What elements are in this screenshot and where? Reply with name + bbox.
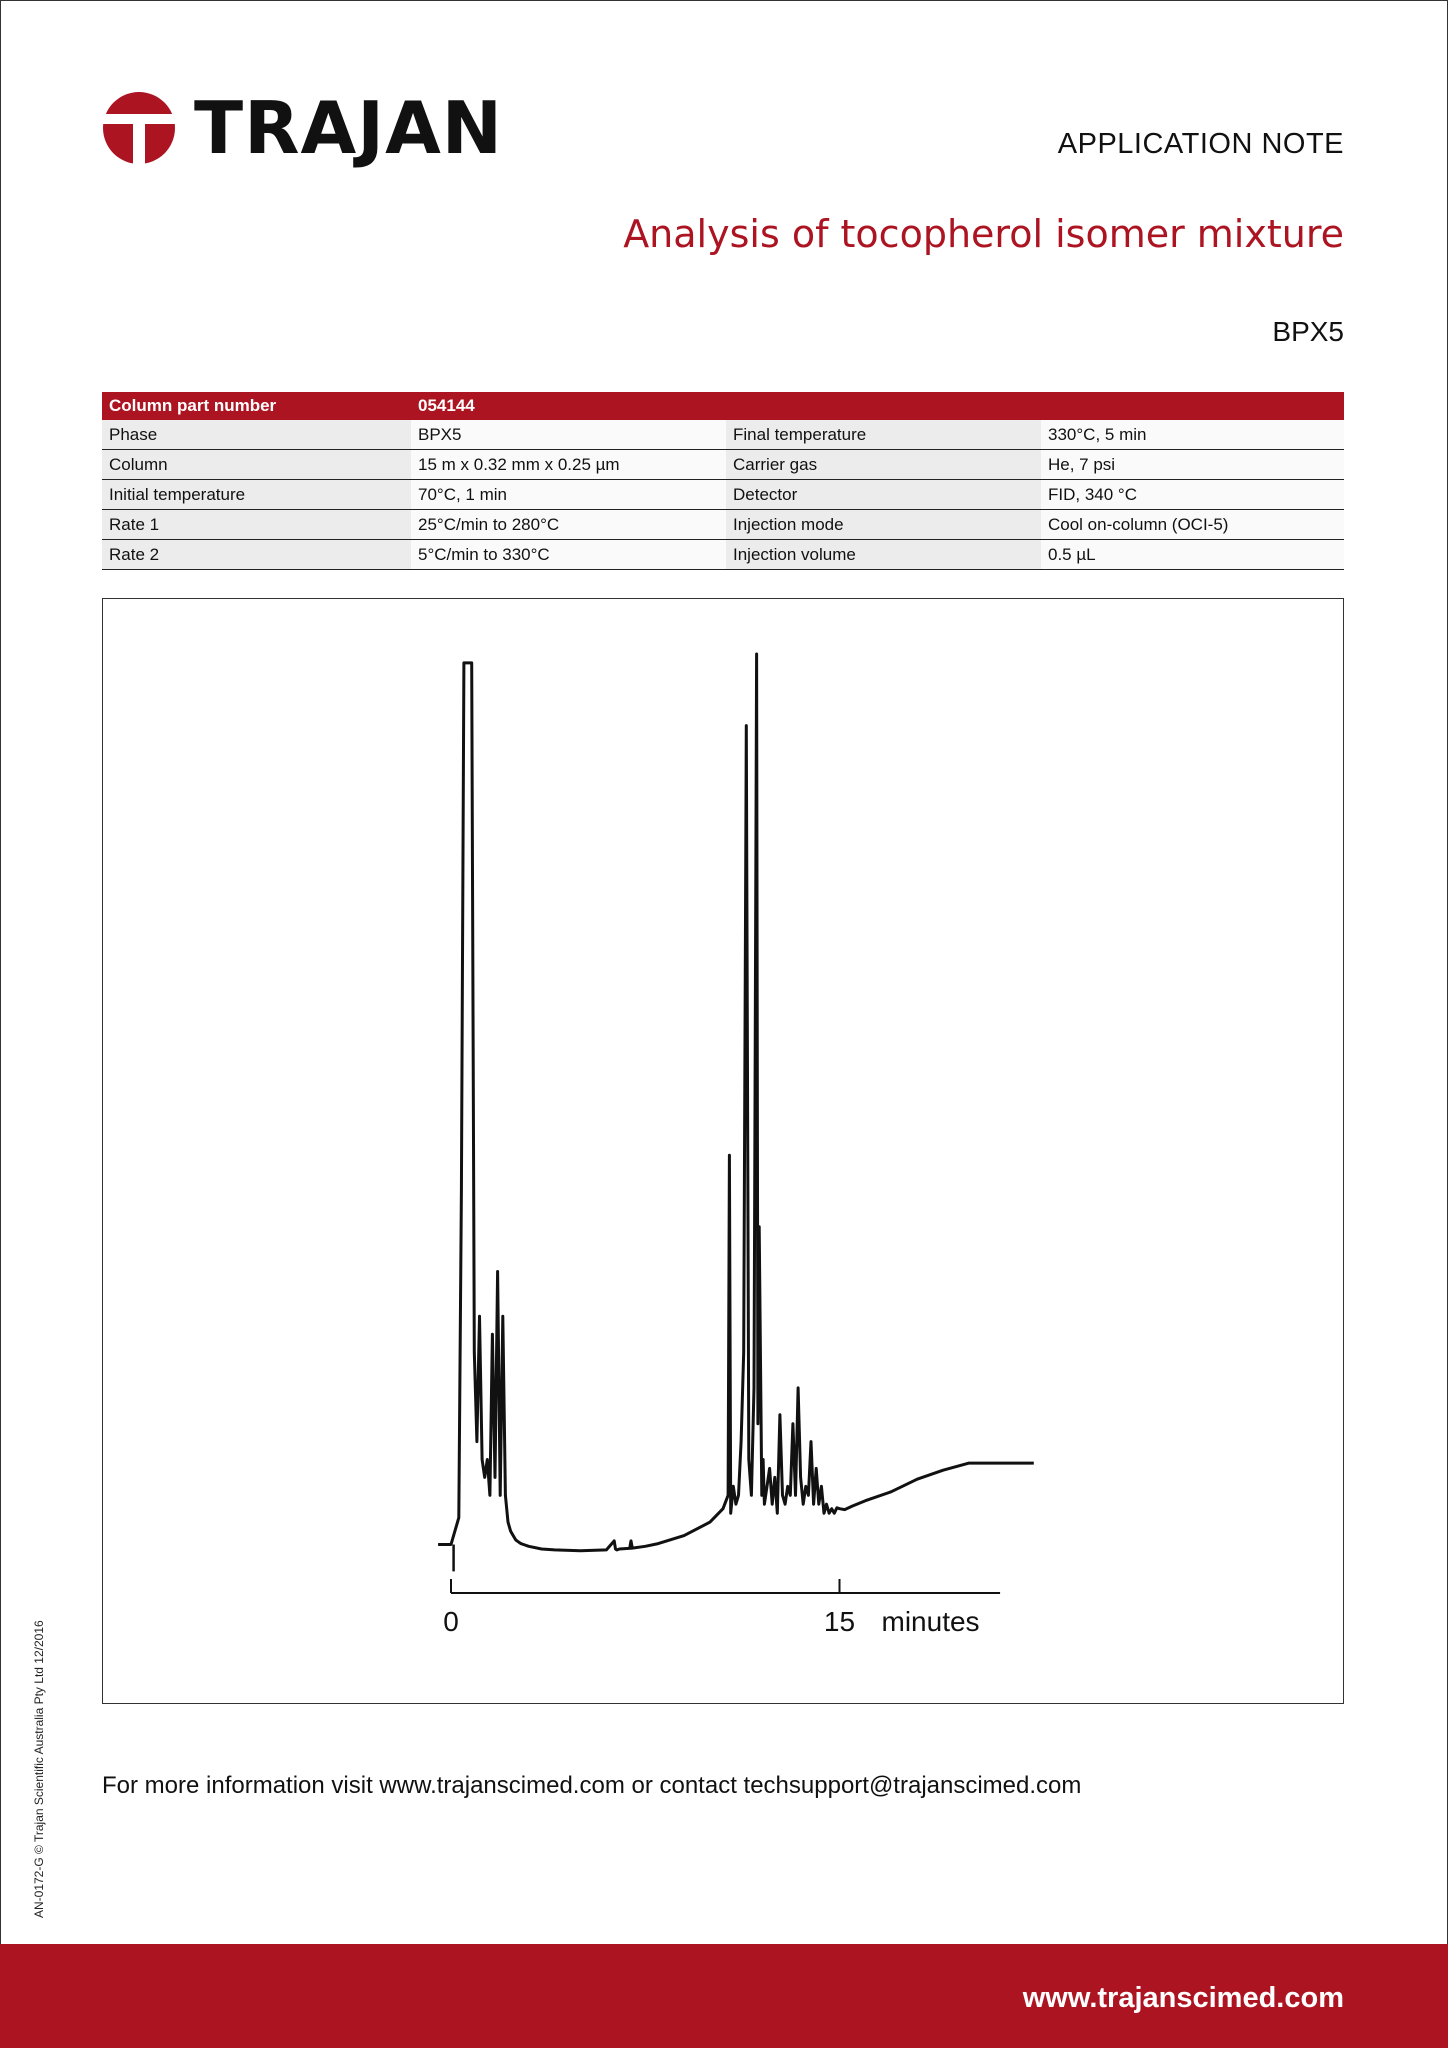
footer-bar [0,1944,1448,2048]
chromatogram-chart [103,599,1343,1703]
param-label: Initial temperature [102,480,411,510]
param-value: Cool on-column (OCI-5) [1041,510,1344,540]
table-row [102,540,1344,570]
table-header-row [102,392,1344,420]
param-label: Carrier gas [726,450,1041,480]
page-subtitle: BPX5 [1272,316,1344,347]
chromatogram-trace [438,654,1034,1551]
param-value: 5°C/min to 330°C [411,540,726,570]
parameters-table [102,392,1344,570]
table-row [102,450,1344,480]
param-label: Phase [102,420,411,450]
trajan-t-circle-icon [102,90,176,166]
table-row [102,510,1344,540]
param-label: Column [102,450,411,480]
brand-name: TRAJAN [194,86,504,170]
param-value: 330°C, 5 min [1041,420,1344,450]
x-tick-label: 15 [823,1606,856,1637]
param-label: Rate 2 [102,540,411,570]
footer-info-text: For more information visit www.trajanscimed.com or contact techsupport@trajanscimed.com [102,1772,1082,1799]
param-label: Detector [726,480,1041,510]
x-axis-ticks [443,1579,855,1637]
param-label: Rate 1 [102,510,411,540]
param-value: BPX5 [411,420,726,450]
table-header-value: 054144 [411,392,1344,420]
page-title: Analysis of tocopherol isomer mixture [623,212,1344,256]
footer-url-link[interactable]: www.trajanscimed.com [1022,1982,1344,2014]
param-value: 70°C, 1 min [411,480,726,510]
param-label: Final temperature [726,420,1041,450]
x-axis-label: minutes [881,1606,980,1637]
document-code: AN-0172-G © Trajan Scientific Australia Pty Ltd 12/2016 [32,1620,46,1918]
x-tick-label: 0 [443,1606,459,1637]
param-value: 25°C/min to 280°C [411,510,726,540]
param-label: Injection volume [726,540,1041,570]
table-header-label: Column part number [102,392,411,420]
param-value: 0.5 µL [1041,540,1344,570]
doc-type-label: APPLICATION NOTE [1057,128,1344,160]
param-value: FID, 340 °C [1041,480,1344,510]
param-value: He, 7 psi [1041,450,1344,480]
param-value: 15 m x 0.32 mm x 0.25 µm [411,450,726,480]
table-row [102,420,1344,450]
chromatogram-frame [102,598,1344,1704]
param-label: Injection mode [726,510,1041,540]
table-row [102,480,1344,510]
